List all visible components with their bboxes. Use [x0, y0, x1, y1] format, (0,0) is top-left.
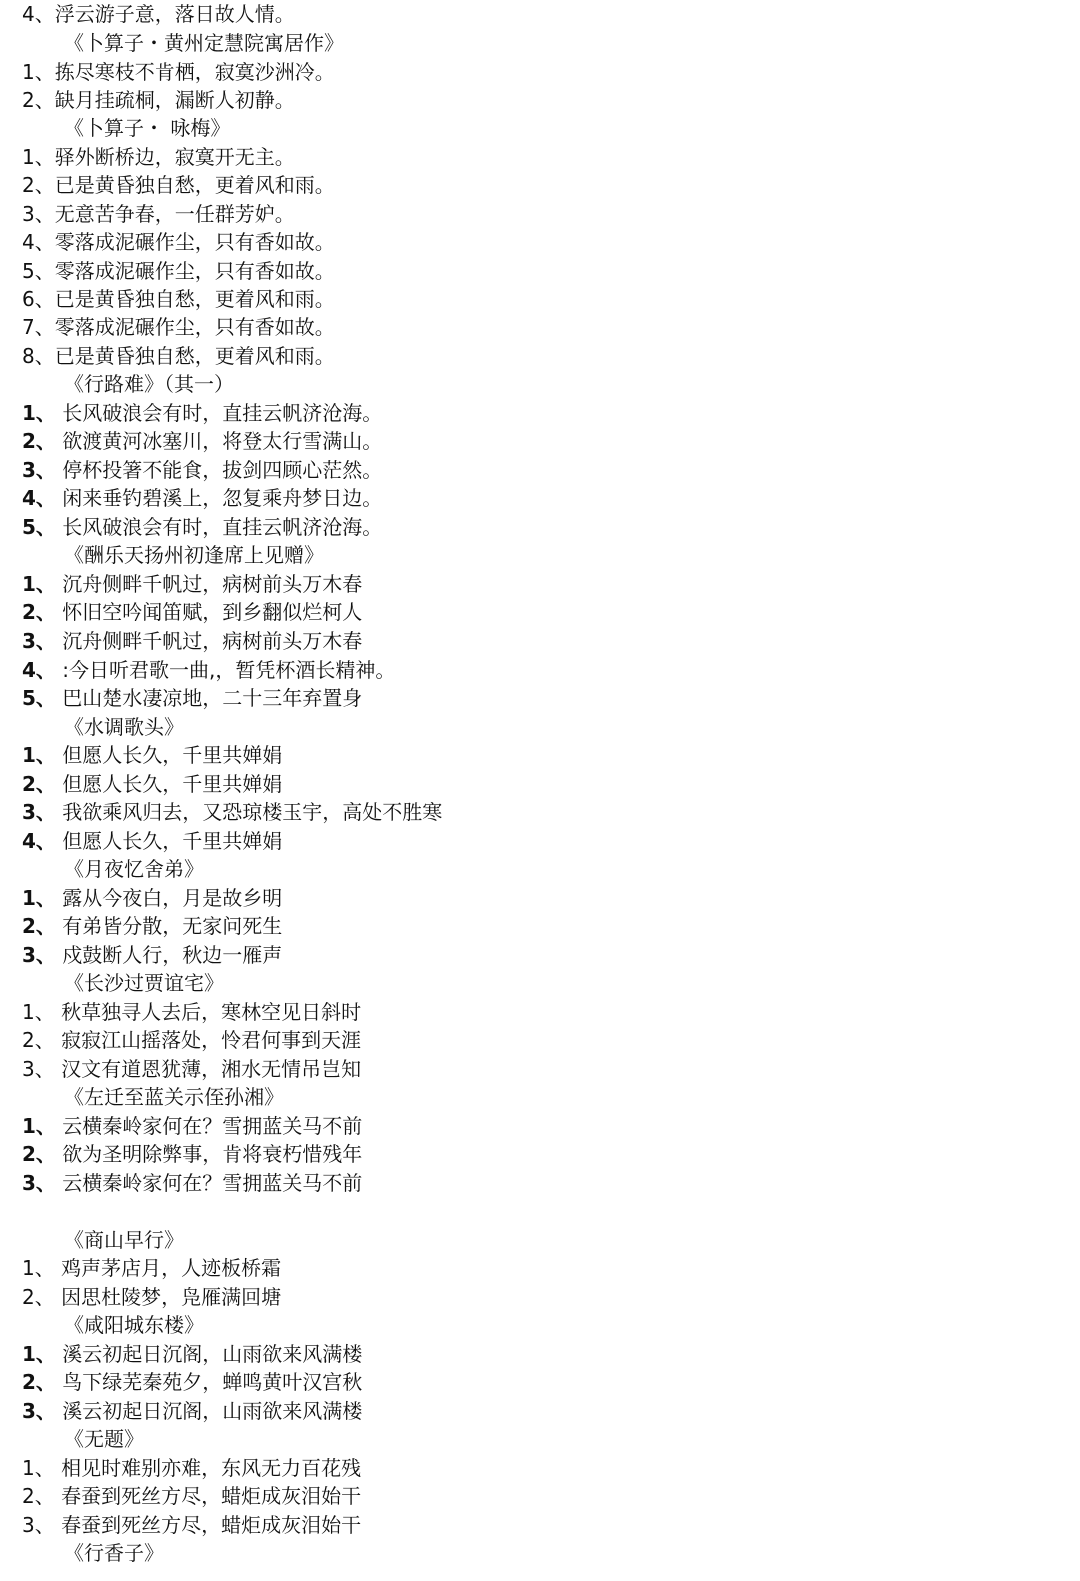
verse-text: 怀旧空吟闻笛赋，到乡翻似烂柯人: [55, 600, 363, 624]
verse-text: 春蚕到死丝方尽，蜡炬成灰泪始干: [54, 1513, 362, 1537]
verse-line: [22, 458, 382, 482]
line-number: 2、: [22, 1370, 56, 1394]
verse-line: [22, 486, 382, 510]
verse-line: [22, 1171, 362, 1195]
poem-title: 《卜算子・ 咏梅》: [64, 116, 231, 140]
line-number: 3、: [22, 1057, 55, 1081]
line-number: 3、: [22, 629, 56, 653]
line-number: 3、: [22, 1513, 55, 1537]
poem-title: 《行路难》（其一）: [64, 372, 234, 396]
line-number: 1、: [22, 1000, 55, 1024]
verse-line: [22, 1142, 362, 1166]
line-number: 2、: [22, 914, 56, 938]
verse-text: 零落成泥碾作尘，只有香如故。: [54, 259, 335, 283]
poem-title: 《行香子》: [64, 1541, 164, 1565]
verse-line: [22, 401, 382, 425]
line-number: 1、: [22, 1342, 56, 1366]
verse-text: 因思杜陵梦，凫雁满回塘: [54, 1285, 282, 1309]
verse-line: [22, 686, 362, 710]
verse-line: [22, 287, 335, 311]
verse-line: [22, 259, 335, 283]
verse-line: [22, 230, 335, 254]
verse-line: [22, 1256, 281, 1280]
verse-text: 驿外断桥边，寂寞开无主。: [54, 145, 295, 169]
verse-line: [22, 2, 295, 26]
verse-text: 零落成泥碾作尘，只有香如故。: [54, 230, 335, 254]
poem-title: 《月夜忆舍弟》: [64, 857, 204, 881]
verse-text: 欲渡黄河冰塞川，将登太行雪满山。: [55, 429, 383, 453]
poem-title: 《商山早行》: [64, 1228, 184, 1252]
line-number: 1、: [22, 145, 55, 169]
line-number: 8、: [22, 344, 55, 368]
line-number: 2、: [22, 1285, 55, 1309]
verse-line: [22, 1484, 361, 1508]
poem-title: 《左迁至蓝关示侄孙湘》: [64, 1085, 284, 1109]
verse-text: 但愿人长久，千里共婵娟: [55, 772, 283, 796]
verse-text: 巴山楚水凄凉地，二十三年弃置身: [55, 686, 363, 710]
verse-line: [22, 1000, 361, 1024]
verse-text: 浮云游子意，落日故人情。: [54, 2, 295, 26]
verse-text: 已是黄昏独自愁，更着风和雨。: [54, 344, 335, 368]
line-number: 1、: [22, 1456, 55, 1480]
line-number: 1、: [22, 1256, 55, 1280]
verse-line: [22, 943, 282, 967]
verse-text: 秋草独寻人去后，寒林空见日斜时: [54, 1000, 362, 1024]
verse-line: [22, 743, 282, 767]
verse-text: 寂寂江山摇落处，怜君何事到天涯: [54, 1028, 362, 1052]
verse-line: [22, 173, 335, 197]
verse-text: 沉舟侧畔千帆过，病树前头万木春: [55, 629, 363, 653]
line-number: 1、: [22, 401, 56, 425]
line-number: 5、: [22, 259, 55, 283]
line-number: 1、: [22, 572, 56, 596]
line-number: 3、: [22, 1171, 56, 1195]
line-number: 4、: [22, 829, 56, 853]
verse-text: 但愿人长久，千里共婵娟: [55, 743, 283, 767]
line-number: 1、: [22, 60, 55, 84]
verse-text: 零落成泥碾作尘，只有香如故。: [54, 315, 335, 339]
verse-text: 无意苦争春，一任群芳妒。: [54, 202, 295, 226]
verse-text: 云横秦岭家何在？雪拥蓝关马不前: [55, 1171, 363, 1195]
poem-title: 《无题》: [64, 1427, 144, 1451]
verse-line: [22, 658, 395, 682]
verse-line: [22, 829, 282, 853]
verse-line: [22, 1513, 361, 1537]
line-number: 2、: [22, 429, 56, 453]
verse-line: [22, 1399, 362, 1423]
verse-text: 已是黄昏独自愁，更着风和雨。: [54, 287, 335, 311]
verse-text: 露从今夜白，月是故乡明: [55, 886, 283, 910]
line-number: 4、: [22, 486, 56, 510]
verse-line: [22, 145, 295, 169]
line-number: 7、: [22, 315, 55, 339]
line-number: 3、: [22, 1399, 56, 1423]
verse-line: [22, 429, 382, 453]
verse-text: 有弟皆分散，无家问死生: [55, 914, 283, 938]
verse-text: 拣尽寒枝不肯栖，寂寞沙洲冷。: [54, 60, 335, 84]
verse-line: [22, 1370, 362, 1394]
poem-title: 《酬乐天扬州初逢席上见赠》: [64, 543, 324, 567]
verse-text: 已是黄昏独自愁，更着风和雨。: [54, 173, 335, 197]
verse-line: [22, 1342, 362, 1366]
verse-line: [22, 772, 282, 796]
line-number: 2、: [22, 173, 55, 197]
line-number: 1、: [22, 743, 56, 767]
verse-text: 鸟下绿芜秦苑夕，蝉鸣黄叶汉宫秋: [55, 1370, 363, 1394]
verse-text: 沉舟侧畔千帆过，病树前头万木春: [55, 572, 363, 596]
verse-text: 缺月挂疏桐，漏断人初静。: [54, 88, 295, 112]
line-number: 2、: [22, 600, 56, 624]
line-number: 2、: [22, 88, 55, 112]
verse-text: 云横秦岭家何在？雪拥蓝关马不前: [55, 1114, 363, 1138]
line-number: 3、: [22, 800, 56, 824]
verse-line: [22, 1057, 361, 1081]
verse-text: 戍鼓断人行，秋边一雁声: [55, 943, 283, 967]
verse-text: 相见时难别亦难，东风无力百花残: [54, 1456, 362, 1480]
line-number: 1、: [22, 1114, 56, 1138]
line-number: 1、: [22, 886, 56, 910]
verse-text: 闲来垂钓碧溪上，忽复乘舟梦日边。: [55, 486, 383, 510]
verse-line: [22, 60, 335, 84]
verse-text: 溪云初起日沉阁，山雨欲来风满楼: [55, 1342, 363, 1366]
verse-line: [22, 1114, 362, 1138]
verse-text: 溪云初起日沉阁，山雨欲来风满楼: [55, 1399, 363, 1423]
verse-line: [22, 600, 362, 624]
verse-text: 鸡声茅店月，人迹板桥霜: [54, 1256, 282, 1280]
verse-line: [22, 629, 362, 653]
verse-text: 汉文有道恩犹薄，湘水无情吊岂知: [54, 1057, 362, 1081]
poem-title: 《长沙过贾谊宅》: [64, 971, 224, 995]
verse-text: 我欲乘风归去，又恐琼楼玉宇，高处不胜寒: [55, 800, 443, 824]
poem-title: 《咸阳城东楼》: [64, 1313, 204, 1337]
line-number: 4、: [22, 2, 55, 26]
line-number: 2、: [22, 1484, 55, 1508]
line-number: 3、: [22, 458, 56, 482]
verse-line: [22, 1285, 281, 1309]
verse-text: 欲为圣明除弊事，肯将衰朽惜残年: [55, 1142, 363, 1166]
verse-text: :今日听君歌一曲,，暂凭杯酒长精神。: [55, 658, 396, 682]
verse-text: 停杯投箸不能食，拔剑四顾心茫然。: [55, 458, 383, 482]
line-number: 4、: [22, 658, 56, 682]
verse-line: [22, 315, 335, 339]
verse-line: [22, 914, 282, 938]
verse-text: 但愿人长久，千里共婵娟: [55, 829, 283, 853]
line-number: 2、: [22, 1142, 56, 1166]
verse-line: [22, 515, 382, 539]
line-number: 2、: [22, 1028, 55, 1052]
verse-line: [22, 88, 295, 112]
verse-text: 长风破浪会有时，直挂云帆济沧海。: [55, 515, 383, 539]
line-number: 4、: [22, 230, 55, 254]
line-number: 6、: [22, 287, 55, 311]
line-number: 3、: [22, 202, 55, 226]
line-number: 2、: [22, 772, 56, 796]
line-number: 5、: [22, 515, 56, 539]
verse-line: [22, 800, 442, 824]
verse-text: 春蚕到死丝方尽，蜡炬成灰泪始干: [54, 1484, 362, 1508]
verse-line: [22, 344, 335, 368]
poem-title: 《卜算子・黄州定慧院寓居作》: [64, 31, 344, 55]
verse-line: [22, 202, 295, 226]
verse-line: [22, 1456, 361, 1480]
verse-line: [22, 1028, 361, 1052]
line-number: 3、: [22, 943, 56, 967]
verse-line: [22, 572, 362, 596]
poem-title: 《水调歌头》: [64, 715, 184, 739]
line-number: 5、: [22, 686, 56, 710]
verse-line: [22, 886, 282, 910]
verse-text: 长风破浪会有时，直挂云帆济沧海。: [55, 401, 383, 425]
